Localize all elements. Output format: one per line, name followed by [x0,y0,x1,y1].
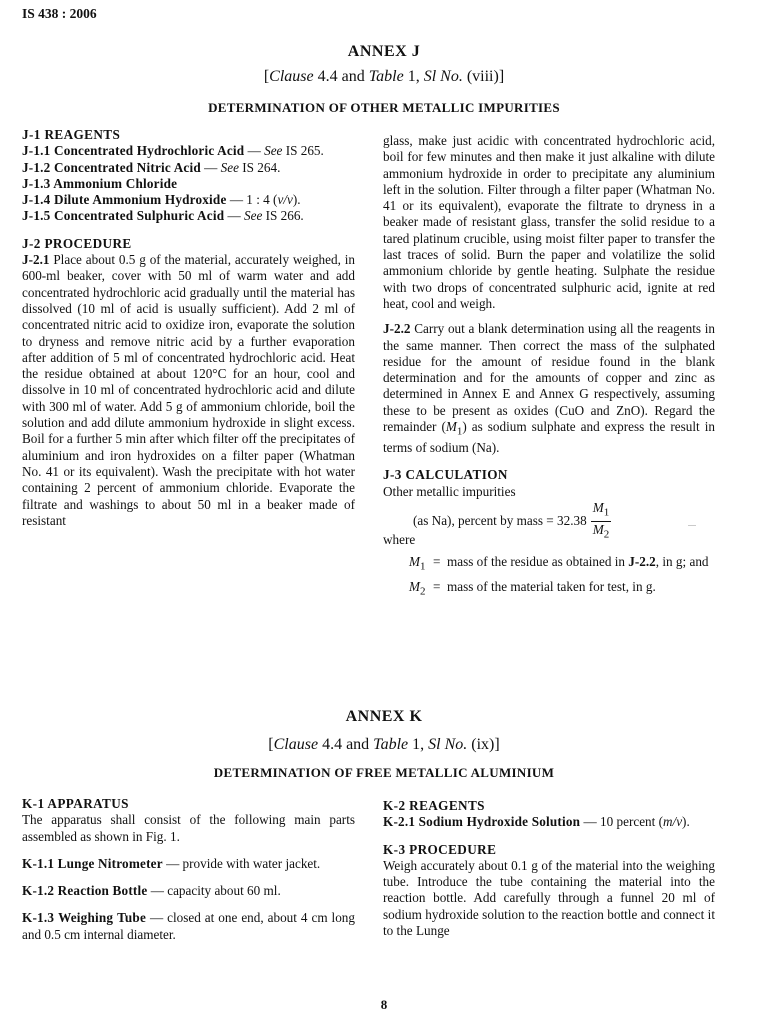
reagent-label: J-1.1 Concentrated Hydrochloric Acid [22,143,245,159]
table-text: 1, [403,68,424,85]
apparatus-k1-1 [22,856,355,872]
definition-text: mass of the residue as obtained in J-2.2, in g; and [447,554,709,570]
reagent-j1-2 [22,160,355,176]
paragraph-text: ) as sodium sulphate and express the result in terms of sodium (Na). [383,419,715,455]
fraction-denominator: $M_2$ [592,521,610,541]
annex-k-left-column [22,796,355,943]
see-word: See [220,159,239,175]
definition-symbol: $M_1$ [409,554,426,574]
see-word: See [244,208,263,224]
fraction-numerator: $M_1$ [591,500,612,522]
annex-j-clause-ref [0,68,768,86]
clause-word: Clause [273,736,319,753]
reference: IS 266. [262,208,304,224]
reagent-j1-4 [22,192,355,208]
apparatus-text: — capacity about 60 ml. [147,883,281,899]
apparatus-text: — closed at one end, about 4 cm long and 0.5 cm internal diameter. [22,910,355,942]
ratio-text: — 1 : 4 ( [226,192,278,208]
reagent-j1-3 [22,176,355,192]
section-title-j2: J-2 PROCEDURE [22,235,132,251]
reference: IS 264. [238,159,281,175]
reagent-label: J-1.4 Dilute Ammonium Hydroxide [22,192,227,208]
paragraph-text: Carry out a blank determination using all the reagents in the same manner. Then correct the mass of the sulphated residue for the amount of residue found in the blank determination and for the amounts of copper and zinc as determined in Annex E and Annex G respectively, assuming these to be present as oxides (CuO and ZnO). Regard the remainder ( [383,321,715,435]
reagent-j1-5 [22,208,355,224]
clause-bracket: [ [268,736,274,753]
annex-k-heading: DETERMINATION OF FREE METALLIC ALUMINIUM [213,765,555,780]
reagent-end: ). [682,814,690,830]
dash: — [200,159,221,175]
paragraph-j2-2 [383,321,715,456]
definition-m1 [383,554,715,575]
reagent-text: — 10 percent ( [580,814,663,830]
table-word: Table [368,68,404,85]
section-title-k3: K-3 PROCEDURE [383,841,497,857]
formula-lhs: (as Na), percent by mass = 32.38 [413,512,587,528]
sl-value: (ix)] [467,736,500,753]
section-title-k1: K-1 APPARATUS [22,796,129,811]
definition-equals: = [433,579,441,595]
where-label: where [383,532,416,548]
annex-j-left-column [22,127,355,529]
see-word: See [264,143,283,159]
reagent-k2-1 [383,814,715,830]
paragraph-j2-1 [22,252,355,529]
dash: — [224,208,245,224]
paragraph-label: J-2.1 [22,252,50,268]
table-text: 1, [408,736,429,753]
reagent-label: J-1.3 Ammonium Chloride [22,175,178,191]
definition-text: mass of the material taken for test, in g. [447,579,656,595]
annex-j-right-column [383,133,715,604]
reagent-unit: m/v [663,814,683,830]
apparatus-text: — provide with water jacket. [162,855,321,871]
symbol-sub: 1 [456,425,463,438]
calculation-intro: Other metallic impurities [383,483,516,499]
definition-m2 [383,579,715,600]
paragraph-j2-1-continued: glass, make just acidic with concentrated hydrochloric acid, boil for few minutes and then make it just alkaline with dilute ammonium hydroxide in order to precipitate any aluminium left in the solution. Filter through a filter paper (Whatman No. 41 or its equivalent), evaporate the filtrate to dryness in a beaker made of resistant glass, transfer the solid residue to a tared platinum crucible, using moist filter paper to transfer the last traces of solid. Burn the paper and volatilize the solid ammonium chloride by gentle heating. Sulphate the residue with two drops of concentrated sulphuric acid, ignite at red heat, cool and weigh. [383,133,715,311]
ratio-unit: v/v [277,192,293,208]
standard-number: IS 438 : 2006 [22,6,97,21]
paragraph-text: Place about 0.5 g of the material, accurately weighed, in 600-ml beaker, cover with 50 ml of warm water and add concentrated hydrochloric acid gradually until the material has dissolved (10 ml of acid is usually sufficient). Add 2 ml of concentrated nitric acid to oxidize iron, evaporate the solution to dryness and remove nitric acid by a further evaporation after addition of 5 ml of concentrated hydrochloric acid. Heat the residue obtained at about 120°C for an hour, cool and dissolve in 10 ml of concentrated hydrochloric acid and dilute with 300 ml of water. Add 5 g of ammonium chloride, boil the solution and add dilute ammonium hydroxide in slight excess. Boil for a further 5 min after which filter off the precipitates of aluminium and iron hydroxides on a filter paper (Whatman No. 41 or its equivalent). Wash the precipitate with hot water containing 2 percent of ammonium chloride. Evaporate the filtrate and washings to about 50 ml in a beaker made of resistant [22,252,355,528]
scan-speck: .... [688,519,696,528]
clause-text: 4.4 and [318,736,374,753]
dash: — [244,143,265,159]
clause-word: Clause [269,68,314,85]
clause-bracket: [ [263,68,270,85]
clause-text: 4.4 and [313,68,369,85]
sl-value: (viii)] [462,68,505,85]
reagent-label: K-2.1 Sodium Hydroxide Solution [383,814,581,830]
annex-k-title: ANNEX K [345,708,423,725]
paragraph-label: J-2.2 [383,321,411,337]
annex-k-right-column [383,798,715,939]
page-number: 8 [380,997,388,1012]
definition-equals: = [433,554,441,570]
symbol-m: M [445,419,457,435]
formula-fraction [591,500,612,542]
reagent-label: J-1.5 Concentrated Sulphuric Acid [22,208,225,224]
definition-symbol: $M_2$ [409,579,426,599]
section-title-j3: J-3 CALCULATION [383,467,508,483]
annex-j-heading: DETERMINATION OF OTHER METALLIC IMPURITIES [208,100,560,115]
section-title-j1: J-1 REAGENTS [22,127,121,142]
apparatus-label: K-1.1 Lunge Nitrometer [22,855,163,871]
sl-word: Sl No. [423,68,463,85]
reagent-j1-1 [22,143,355,159]
sl-word: Sl No. [428,736,468,753]
apparatus-intro: The apparatus shall consist of the following main parts assembled as shown in Fig. 1. [22,812,355,844]
apparatus-label: K-1.2 Reaction Bottle [22,883,148,899]
reagent-label: J-1.2 Concentrated Nitric Acid [22,159,201,175]
annex-j-title: ANNEX J [347,43,421,60]
apparatus-label: K-1.3 Weighing Tube [22,910,147,926]
section-title-k2: K-2 REAGENTS [383,798,485,813]
reference: IS 265. [282,143,324,159]
apparatus-k1-3 [22,910,355,943]
paragraph-k3: Weigh accurately about 0.1 g of the material into the weighing tube. Introduce the tube containing the material into the reaction bottle. Add carefully through a funnel 20 ml of sodium hydroxide solution to the reaction bottle and connect it to the Lunge [383,857,715,939]
table-word: Table [373,736,409,753]
apparatus-k1-2 [22,883,355,899]
ratio-end: ). [292,192,301,208]
annex-k-clause-ref [0,736,768,754]
